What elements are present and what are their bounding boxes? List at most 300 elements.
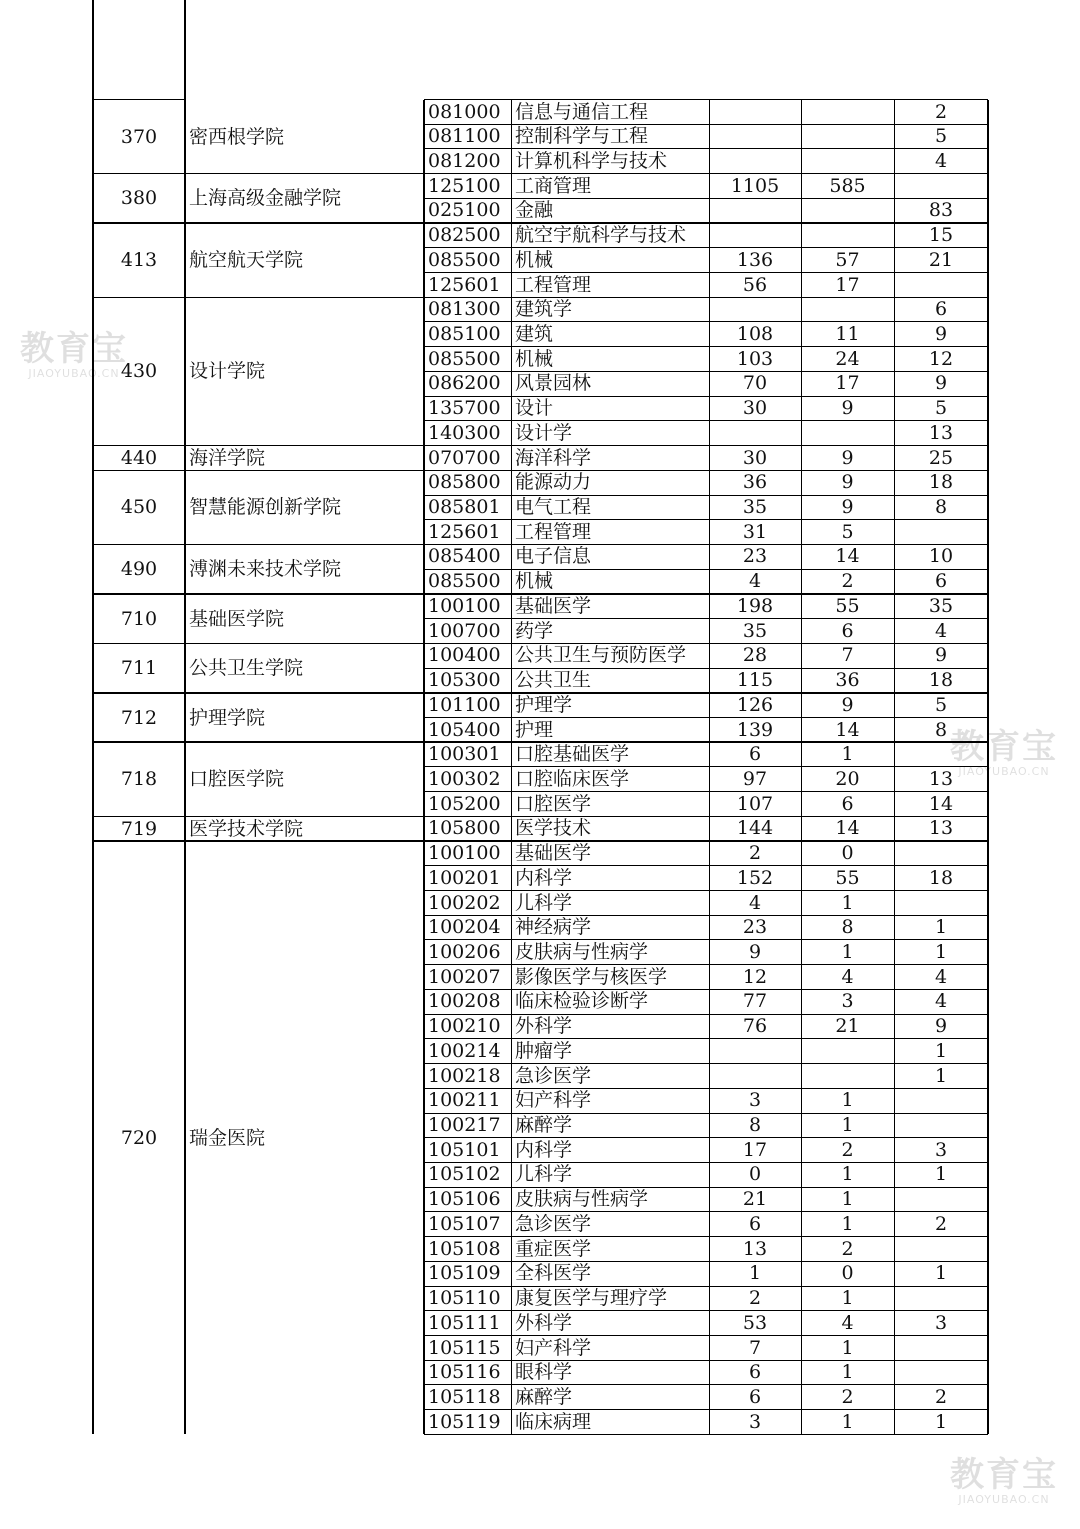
enroll-exempt: 17 bbox=[835, 372, 860, 395]
major-code: 105200 bbox=[428, 792, 501, 815]
table-top-border bbox=[424, 99, 988, 101]
enroll-total bbox=[709, 149, 801, 174]
enroll-exempt: 1 bbox=[841, 940, 854, 963]
major-code: 070700 bbox=[428, 446, 501, 469]
college-code: 710 bbox=[120, 607, 158, 630]
college-code: 430 bbox=[120, 360, 158, 383]
row-divider bbox=[424, 247, 988, 248]
row-divider bbox=[424, 1113, 988, 1114]
major-code: 101100 bbox=[428, 693, 501, 716]
enroll-total: 2 bbox=[748, 842, 762, 865]
major-name: 麻醉学 bbox=[515, 1385, 573, 1408]
college-name: 口腔医学院 bbox=[189, 768, 285, 791]
college-code: 380 bbox=[120, 187, 158, 210]
major-code: 100100 bbox=[428, 594, 501, 617]
enroll-exempt: 0 bbox=[841, 842, 854, 865]
major-code: 105300 bbox=[428, 669, 501, 692]
row-divider bbox=[424, 124, 988, 125]
enroll-exempt: 3 bbox=[841, 990, 854, 1013]
row-divider bbox=[424, 1409, 988, 1410]
enroll-phd: 12 bbox=[928, 347, 954, 370]
major-name: 金融 bbox=[515, 199, 554, 222]
enroll-total: 0 bbox=[748, 1163, 762, 1186]
watermark-left bbox=[14, 330, 134, 380]
enroll-exempt: 6 bbox=[841, 619, 854, 642]
major-name: 护理学 bbox=[515, 693, 573, 716]
major-code: 100218 bbox=[428, 1064, 501, 1087]
enroll-total: 144 bbox=[736, 817, 774, 840]
enroll-exempt: 55 bbox=[835, 866, 860, 889]
major-name: 妇产科学 bbox=[515, 1336, 592, 1359]
enroll-phd bbox=[894, 1360, 988, 1385]
college-code: 450 bbox=[120, 496, 158, 519]
row-divider bbox=[424, 1211, 988, 1212]
enroll-exempt: 1 bbox=[841, 1212, 854, 1235]
major-code: 085400 bbox=[428, 545, 501, 568]
row-divider bbox=[424, 618, 988, 619]
enroll-exempt: 7 bbox=[841, 644, 854, 667]
enroll-total: 6 bbox=[748, 743, 762, 766]
major-code: 100210 bbox=[428, 1015, 501, 1038]
enroll-exempt: 14 bbox=[835, 545, 860, 568]
enroll-total: 31 bbox=[742, 520, 768, 543]
enroll-phd: 2 bbox=[934, 1385, 948, 1408]
major-code: 081000 bbox=[428, 100, 501, 123]
major-code: 100700 bbox=[428, 619, 501, 642]
college-code: 720 bbox=[120, 1126, 158, 1149]
row-divider bbox=[424, 668, 988, 669]
enroll-phd bbox=[894, 1336, 988, 1361]
major-name: 机械 bbox=[515, 570, 554, 593]
major-name: 儿科学 bbox=[515, 1163, 573, 1186]
enroll-total: 108 bbox=[736, 322, 774, 345]
enroll-total: 21 bbox=[742, 1188, 768, 1211]
college-name: 密西根学院 bbox=[189, 125, 285, 148]
enroll-total: 56 bbox=[742, 273, 768, 296]
major-code: 105400 bbox=[428, 718, 501, 741]
enroll-exempt: 8 bbox=[841, 916, 854, 939]
major-code: 081300 bbox=[428, 298, 501, 321]
enroll-exempt: 17 bbox=[835, 273, 860, 296]
major-name: 建筑学 bbox=[515, 298, 573, 321]
major-code: 105800 bbox=[428, 817, 501, 840]
row-divider bbox=[424, 1335, 988, 1336]
college-name: 医学技术学院 bbox=[189, 817, 304, 840]
major-name: 影像医学与核医学 bbox=[515, 965, 668, 988]
major-name: 急诊医学 bbox=[515, 1064, 592, 1087]
row-divider bbox=[424, 1038, 988, 1039]
row-divider bbox=[424, 321, 988, 322]
major-name: 皮肤病与性病学 bbox=[515, 1188, 649, 1211]
enroll-phd: 1 bbox=[934, 1163, 948, 1186]
enroll-phd: 2 bbox=[934, 100, 948, 123]
row-divider bbox=[424, 1088, 988, 1089]
major-name: 电子信息 bbox=[515, 545, 592, 568]
enroll-phd bbox=[894, 1237, 988, 1262]
enroll-phd: 2 bbox=[934, 1212, 948, 1235]
enroll-total: 70 bbox=[742, 372, 768, 395]
college-code: 370 bbox=[120, 125, 158, 148]
enroll-exempt: 1 bbox=[841, 1114, 854, 1137]
enroll-phd bbox=[894, 891, 988, 916]
college-code: 413 bbox=[120, 249, 158, 272]
enroll-phd bbox=[894, 1113, 988, 1138]
enroll-phd: 13 bbox=[928, 767, 954, 790]
enroll-phd: 4 bbox=[934, 990, 948, 1013]
enroll-total: 6 bbox=[748, 1361, 762, 1384]
row-divider bbox=[424, 1360, 988, 1361]
major-name: 电气工程 bbox=[515, 496, 592, 519]
enroll-total bbox=[709, 421, 801, 446]
row-divider bbox=[424, 1236, 988, 1237]
row-divider bbox=[424, 939, 988, 940]
major-name: 信息与通信工程 bbox=[515, 100, 649, 123]
major-code: 105106 bbox=[428, 1188, 501, 1211]
enroll-phd: 15 bbox=[928, 224, 954, 247]
major-code: 085500 bbox=[428, 570, 501, 593]
row-divider bbox=[424, 346, 988, 347]
enroll-total: 53 bbox=[742, 1311, 768, 1334]
major-name: 皮肤病与性病学 bbox=[515, 940, 649, 963]
enroll-total bbox=[709, 1064, 801, 1089]
enroll-exempt: 4 bbox=[841, 965, 854, 988]
enroll-phd: 4 bbox=[934, 965, 948, 988]
enroll-exempt: 9 bbox=[841, 397, 854, 420]
row-divider bbox=[424, 396, 988, 397]
major-code: 100214 bbox=[428, 1039, 501, 1062]
enroll-phd: 1 bbox=[934, 1064, 948, 1087]
college-name: 设计学院 bbox=[189, 360, 266, 383]
enroll-total: 152 bbox=[736, 866, 774, 889]
row-divider bbox=[424, 915, 988, 916]
major-code: 085500 bbox=[428, 248, 501, 271]
major-code: 085800 bbox=[428, 471, 501, 494]
enroll-phd: 3 bbox=[934, 1311, 948, 1334]
enroll-phd: 25 bbox=[928, 446, 954, 469]
enroll-exempt: 1 bbox=[841, 1410, 854, 1433]
enroll-total: 107 bbox=[736, 792, 774, 815]
major-block-left-border bbox=[423, 100, 425, 1435]
college-code: 440 bbox=[120, 446, 158, 469]
major-name: 能源动力 bbox=[515, 471, 592, 494]
major-code: 105119 bbox=[428, 1410, 501, 1433]
enroll-exempt: 1 bbox=[841, 1361, 854, 1384]
enroll-total: 126 bbox=[736, 693, 774, 716]
major-code: 100204 bbox=[428, 916, 501, 939]
code-name-divider bbox=[511, 100, 512, 1435]
major-code: 086200 bbox=[428, 372, 501, 395]
enroll-exempt: 585 bbox=[829, 174, 866, 197]
enroll-exempt bbox=[801, 297, 894, 322]
enroll-total: 35 bbox=[742, 496, 768, 519]
major-code: 100207 bbox=[428, 965, 501, 988]
watermark-right bbox=[944, 728, 1064, 778]
enroll-exempt: 14 bbox=[835, 718, 860, 741]
major-code: 140300 bbox=[428, 421, 501, 444]
enroll-phd: 4 bbox=[934, 619, 948, 642]
enroll-phd bbox=[894, 841, 988, 866]
enroll-total: 7 bbox=[748, 1336, 762, 1359]
major-code: 105116 bbox=[428, 1361, 501, 1384]
enroll-total: 35 bbox=[742, 619, 768, 642]
enroll-exempt bbox=[801, 421, 894, 446]
enroll-exempt: 5 bbox=[841, 520, 854, 543]
major-name: 口腔基础医学 bbox=[515, 743, 630, 766]
enroll-phd bbox=[894, 520, 988, 545]
major-code: 081100 bbox=[428, 125, 501, 148]
major-name: 设计 bbox=[515, 397, 554, 420]
enroll-total: 2 bbox=[748, 1287, 762, 1310]
major-code: 125601 bbox=[428, 520, 501, 543]
major-name: 内科学 bbox=[515, 866, 573, 889]
major-code: 105108 bbox=[428, 1237, 501, 1260]
major-name: 设计学 bbox=[515, 421, 573, 444]
major-name: 内科学 bbox=[515, 1138, 573, 1161]
enroll-total: 12 bbox=[742, 965, 768, 988]
row-divider bbox=[424, 1063, 988, 1064]
major-code: 105110 bbox=[428, 1287, 501, 1310]
row-divider bbox=[424, 1137, 988, 1138]
enroll-exempt: 0 bbox=[841, 1262, 854, 1285]
enroll-phd: 1 bbox=[934, 940, 948, 963]
major-name: 麻醉学 bbox=[515, 1114, 573, 1137]
enroll-exempt: 9 bbox=[841, 693, 854, 716]
enroll-phd: 18 bbox=[928, 669, 954, 692]
row-divider bbox=[424, 766, 988, 767]
major-code: 082500 bbox=[428, 224, 501, 247]
major-code: 135700 bbox=[428, 397, 501, 420]
college-name: 海洋学院 bbox=[189, 446, 266, 469]
row-divider bbox=[424, 1310, 988, 1311]
enroll-total: 23 bbox=[742, 545, 768, 568]
watermark-bottom bbox=[944, 1456, 1064, 1506]
enroll-total bbox=[709, 100, 801, 125]
enroll-total: 76 bbox=[742, 1015, 768, 1038]
enroll-total: 97 bbox=[742, 767, 768, 790]
enroll-exempt bbox=[801, 100, 894, 125]
enroll-phd: 9 bbox=[934, 1015, 948, 1038]
enroll-exempt bbox=[801, 124, 894, 149]
enroll-phd: 21 bbox=[928, 248, 954, 271]
major-code: 100206 bbox=[428, 940, 501, 963]
row-divider bbox=[424, 1014, 988, 1015]
college-code: 719 bbox=[120, 817, 158, 840]
enroll-exempt bbox=[801, 198, 894, 223]
major-name: 医学技术 bbox=[515, 817, 592, 840]
major-code: 125100 bbox=[428, 174, 501, 197]
enroll-phd bbox=[894, 1286, 988, 1311]
enroll-phd: 1 bbox=[934, 1262, 948, 1285]
enroll-exempt: 1 bbox=[841, 1089, 854, 1112]
major-code: 100100 bbox=[428, 842, 501, 865]
major-name: 急诊医学 bbox=[515, 1212, 592, 1235]
enroll-exempt: 21 bbox=[835, 1015, 860, 1038]
enroll-phd: 14 bbox=[928, 792, 954, 815]
major-name: 公共卫生与预防医学 bbox=[515, 644, 687, 667]
major-code: 105102 bbox=[428, 1163, 501, 1186]
major-name: 护理 bbox=[515, 718, 554, 741]
enroll-exempt: 2 bbox=[841, 1138, 854, 1161]
major-code: 105101 bbox=[428, 1138, 501, 1161]
row-divider bbox=[424, 989, 988, 990]
enroll-phd: 6 bbox=[934, 298, 948, 321]
total-exempt-divider bbox=[801, 100, 802, 1435]
enroll-phd: 35 bbox=[928, 594, 954, 617]
enroll-phd: 1 bbox=[934, 916, 948, 939]
enroll-total: 36 bbox=[742, 471, 768, 494]
major-code: 100217 bbox=[428, 1114, 501, 1137]
major-code: 025100 bbox=[428, 199, 501, 222]
major-name: 航空宇航科学与技术 bbox=[515, 224, 687, 247]
row-divider bbox=[424, 198, 988, 199]
enroll-phd: 5 bbox=[934, 397, 948, 420]
major-code: 105115 bbox=[428, 1336, 501, 1359]
enroll-total bbox=[709, 223, 801, 248]
enroll-total: 8 bbox=[748, 1114, 762, 1137]
major-code: 100301 bbox=[428, 743, 501, 766]
enroll-exempt: 2 bbox=[841, 570, 854, 593]
major-name: 全科医学 bbox=[515, 1262, 592, 1285]
row-divider bbox=[424, 272, 988, 273]
enroll-total: 3 bbox=[748, 1089, 762, 1112]
enroll-exempt: 1 bbox=[841, 1163, 854, 1186]
enroll-total bbox=[709, 198, 801, 223]
enroll-phd: 18 bbox=[928, 866, 954, 889]
enroll-phd: 5 bbox=[934, 693, 948, 716]
enroll-exempt: 1 bbox=[841, 1188, 854, 1211]
major-code: 100400 bbox=[428, 644, 501, 667]
enroll-total: 1 bbox=[748, 1262, 762, 1285]
row-divider bbox=[424, 890, 988, 891]
major-code: 125601 bbox=[428, 273, 501, 296]
enroll-total: 6 bbox=[748, 1385, 762, 1408]
enroll-exempt: 1 bbox=[841, 1287, 854, 1310]
major-name: 工商管理 bbox=[515, 174, 592, 197]
row-divider bbox=[424, 569, 988, 570]
enroll-total: 23 bbox=[742, 916, 768, 939]
major-name: 海洋科学 bbox=[515, 446, 592, 469]
enroll-total: 115 bbox=[736, 669, 774, 692]
enroll-phd: 10 bbox=[928, 545, 954, 568]
enroll-total: 6 bbox=[748, 1212, 762, 1235]
major-name: 基础医学 bbox=[515, 842, 592, 865]
enroll-exempt: 1 bbox=[841, 743, 854, 766]
enroll-total: 30 bbox=[742, 397, 768, 420]
college-370-top-border bbox=[93, 99, 185, 101]
row-divider bbox=[424, 495, 988, 496]
enroll-phd: 3 bbox=[934, 1138, 948, 1161]
row-divider bbox=[424, 1384, 988, 1385]
enroll-phd: 9 bbox=[934, 644, 948, 667]
enroll-exempt: 57 bbox=[835, 248, 860, 271]
major-name: 临床病理 bbox=[515, 1410, 592, 1433]
college-name: 公共卫生学院 bbox=[189, 657, 304, 680]
college-code: 718 bbox=[120, 768, 158, 791]
major-name: 风景园林 bbox=[515, 372, 592, 395]
enroll-phd: 9 bbox=[934, 322, 948, 345]
enroll-total: 136 bbox=[736, 248, 774, 271]
enroll-total: 103 bbox=[736, 347, 774, 370]
college-name: 溥渊未来技术学院 bbox=[189, 558, 342, 581]
major-name: 工程管理 bbox=[515, 520, 592, 543]
enroll-phd: 8 bbox=[934, 496, 948, 519]
name-total-divider bbox=[709, 100, 710, 1435]
enroll-total bbox=[709, 1039, 801, 1064]
major-name: 口腔临床医学 bbox=[515, 767, 630, 790]
major-name: 控制科学与工程 bbox=[515, 125, 649, 148]
enroll-exempt: 9 bbox=[841, 446, 854, 469]
exempt-phd-divider bbox=[894, 100, 895, 1435]
enroll-total: 77 bbox=[742, 990, 768, 1013]
college-name: 瑞金医院 bbox=[189, 1126, 266, 1149]
college-name: 上海高级金融学院 bbox=[189, 187, 342, 210]
watermark-brand: 教育宝 bbox=[950, 727, 1058, 767]
row-divider bbox=[424, 519, 988, 520]
major-name: 机械 bbox=[515, 248, 554, 271]
enroll-exempt: 2 bbox=[841, 1237, 854, 1260]
enroll-phd: 13 bbox=[928, 817, 954, 840]
major-name: 肿瘤学 bbox=[515, 1039, 573, 1062]
table-bottom-border bbox=[424, 1434, 988, 1436]
major-name: 妇产科学 bbox=[515, 1089, 592, 1112]
enroll-exempt: 14 bbox=[835, 817, 860, 840]
college-code: 711 bbox=[120, 657, 158, 680]
watermark-domain: JIAOYUBAO.CN bbox=[958, 765, 1050, 778]
enroll-phd bbox=[894, 1187, 988, 1212]
enroll-phd bbox=[894, 1088, 988, 1113]
enroll-total bbox=[709, 124, 801, 149]
enroll-phd: 6 bbox=[934, 570, 948, 593]
enroll-exempt bbox=[801, 1039, 894, 1064]
enroll-total: 9 bbox=[748, 940, 762, 963]
enroll-exempt: 24 bbox=[835, 347, 860, 370]
enroll-phd: 5 bbox=[934, 125, 948, 148]
row-divider bbox=[424, 865, 988, 866]
college-name: 护理学院 bbox=[189, 706, 266, 729]
college-col-divider bbox=[184, 0, 186, 1434]
enroll-total: 28 bbox=[742, 644, 768, 667]
row-divider bbox=[424, 420, 988, 421]
watermark-domain: JIAOYUBAO.CN bbox=[28, 367, 120, 380]
enroll-phd: 13 bbox=[928, 421, 954, 444]
enroll-phd: 4 bbox=[934, 149, 948, 172]
enroll-exempt: 9 bbox=[841, 496, 854, 519]
watermark-domain: JIAOYUBAO.CN bbox=[958, 1493, 1050, 1506]
major-name: 眼科学 bbox=[515, 1361, 573, 1384]
enroll-exempt: 2 bbox=[841, 1385, 854, 1408]
major-name: 康复医学与理疗学 bbox=[515, 1287, 668, 1310]
row-divider bbox=[424, 148, 988, 149]
row-divider bbox=[424, 1187, 988, 1188]
college-name: 航空航天学院 bbox=[189, 249, 304, 272]
watermark-brand: 教育宝 bbox=[20, 329, 128, 369]
row-divider bbox=[424, 791, 988, 792]
college-code: 712 bbox=[120, 706, 158, 729]
enroll-total: 198 bbox=[736, 594, 774, 617]
major-code: 105118 bbox=[428, 1385, 501, 1408]
enroll-exempt: 1 bbox=[841, 1336, 854, 1359]
row-divider bbox=[424, 964, 988, 965]
major-name: 儿科学 bbox=[515, 891, 573, 914]
enroll-total: 1105 bbox=[730, 174, 780, 197]
enroll-exempt: 4 bbox=[841, 1311, 854, 1334]
college-code: 490 bbox=[120, 558, 158, 581]
enroll-exempt bbox=[801, 1064, 894, 1089]
enroll-exempt bbox=[801, 149, 894, 174]
enroll-phd bbox=[894, 174, 988, 199]
enroll-total: 4 bbox=[748, 891, 762, 914]
major-code: 085801 bbox=[428, 496, 501, 519]
